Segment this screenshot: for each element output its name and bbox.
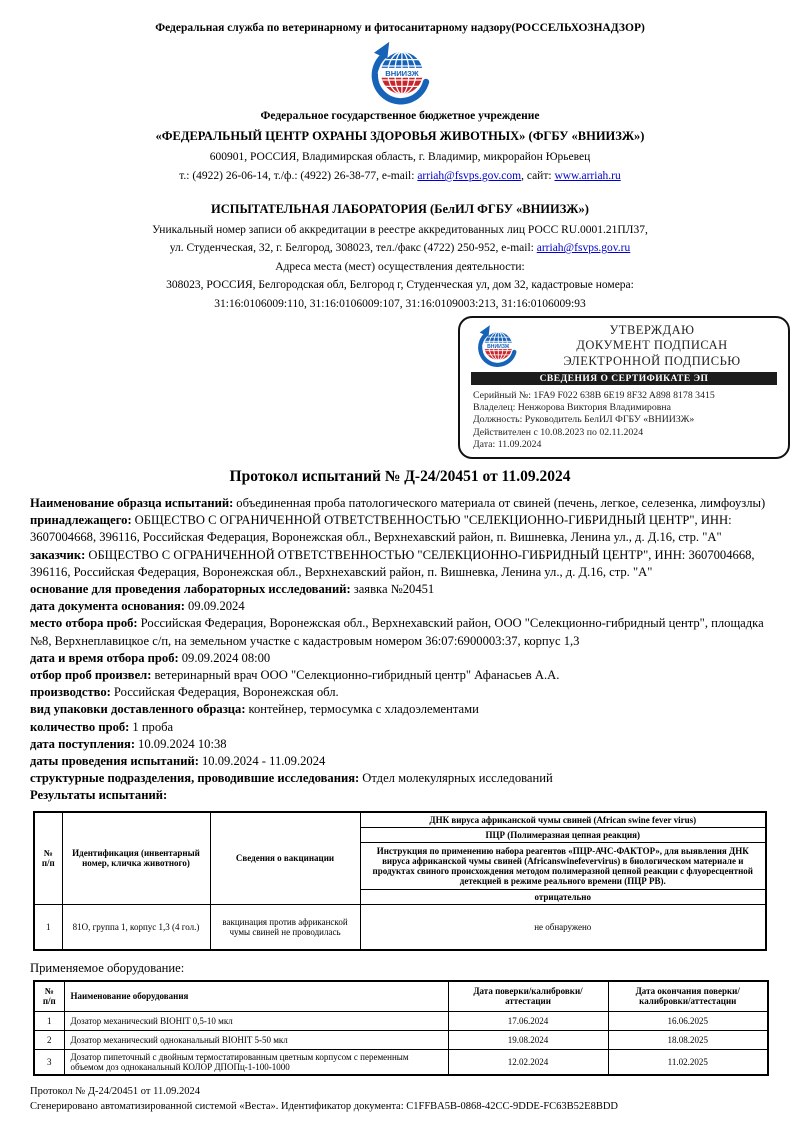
activity-address-line: 308023, РОССИЯ, Белгородская обл, Белгород г, Студенческая ул, дом 32, кадастровые номера: [166,279,634,291]
certificate-info-bar: СВЕДЕНИЯ О СЕРТИФИКАТЕ ЭП [471,372,777,385]
document-footer [0,1084,800,1114]
contact-prefix: т.: (4922) 26-06-14, т./ф.: (4922) 26-38-77, e-mail: [179,170,418,182]
field-receipt-date: дата поступления: 10.09.2024 10:38 [30,736,227,751]
certificate-serial: Серийный №: 1FA9 F022 638B 6E19 8F32 A898 8178 3415 [473,390,715,401]
equipment-heading: Применяемое оборудование: [30,961,185,976]
field-departments: структурные подразделения, проводившие исследования: Отдел молекулярных исследований [30,771,553,786]
field-sample-name: Наименование образца испытаний: объединенная проба патологического материала от свиней (печень, легкое, селезенка, лимфоузлы) [30,496,766,511]
lab-address-prefix: ул. Студенческая, 32, г. Белгород, 308023, тел./факс (4722) 250-952, e-mail: [169,242,537,254]
equipment-col-date-from: Дата поверки/калибровки/аттестации [448,981,608,1011]
field-sample-count: количество проб: 1 проба [30,719,174,734]
equipment-row: 3 Дозатор пипеточный с двойным термостатированным цветным корпусом с переменным объемом доз одноканальный КОЛОР ДПОПц-1-100-1000 12.02.2024 11.02.2025 [34,1049,768,1075]
field-owner: принадлежащего: ОБЩЕСТВО С ОГРАНИЧЕННОЙ ОТВЕТСТВЕННОСТЬЮ "СЕЛЕКЦИОННО-ГИБРИДНЫЙ ЦЕНТР", ИНН: 3607004668, 396116, Российская Федерация, Воронежская обл., Верхнехавский район, п. Вишневка, Ленина ул., д. Д.16, стр. "А" [30,513,732,545]
site-separator: , сайт: [521,170,555,182]
equipment-col-num: № п/п [34,981,64,1011]
field-sampler: отбор проб произвел: ветеринарный врач ООО "Селекционно-гибридный центр" Афанасьев А.А. [30,668,560,683]
federal-service-line: Федеральная служба по ветеринарному и фитосанитарному надзору(РОССЕЛЬХОЗНАДЗОР) [155,22,645,34]
certificate-date: Дата: 11.09.2024 [473,438,542,450]
stamp-globe-icon [469,324,525,368]
laboratory-accreditation-line: Уникальный номер записи об аккредитации в реестре аккредитованных лиц РОСС RU.0001.21ПЛ37, [152,223,648,236]
stamp-header [469,323,779,370]
vniizh-logo [356,40,444,106]
cadastral-numbers-line: 31:16:0106009:110, 31:16:0106009:107, 31:16:0109003:213, 31:16:0106009:93 [214,297,586,310]
equipment-col-name: Наименование оборудования [64,981,448,1011]
equipment-col-date-to: Дата окончания поверки/калибровки/аттестации [608,981,768,1011]
results-table [33,811,767,952]
field-production: производство: Российская Федерация, Воронежская обл. [30,685,339,700]
header-email-link[interactable]: arriah@fsvps.gov.com [417,170,522,182]
field-basis: основание для проведения лабораторных исследований: заявка №20451 [30,582,435,597]
laboratory-email-link[interactable]: arriah@fsvps.gov.ru [536,242,631,254]
results-norm-header: отрицательно [360,889,766,904]
stamp-signed-line1: ДОКУМЕНТ ПОДПИСАН [576,338,728,352]
field-test-dates: даты проведения испытаний: 10.09.2024 - 11.09.2024 [30,754,326,769]
result-row-num: 1 [34,904,62,950]
footer-generated-line: Сгенерировано автоматизированной системой «Веста». Идентификатор документа: C1FFBA5B-0868-42CC-9DDE-FC63B52E8BDD [30,1100,619,1112]
stamp-titles [525,323,779,370]
institution-contacts-line [0,170,800,182]
header-site-link[interactable]: www.arriah.ru [554,170,621,182]
field-basis-date: дата документа основания: 09.09.2024 [30,599,245,614]
field-sampling-place: место отбора проб: Российская Федерация, Воронежская обл., Верхнехавский район, ООО "Селекционно-гибридный центр", площадка №8, Верхнеплавицкое с/п, на земельном участке с кадастровым номером 36:07:6900003:37, корпус 1,3 [30,616,764,648]
stamp-signed-line2: ЭЛЕКТРОННОЙ ПОДПИСЬЮ [563,353,741,368]
field-packaging: вид упаковки доставленного образца: контейнер, термосумка с хладоэлементами [30,702,479,717]
field-sampling-datetime: дата и время отбора проб: 09.09.2024 08:00 [30,650,271,665]
results-col-num: № п/п [34,812,62,905]
result-row-identification: 81О, группа 1, корпус 1,3 (4 гол.) [62,904,210,950]
results-method-doc-header: Инструкция по применению набора реагентов «ПЦР-АЧС-ФАКТОР», для выявления ДНК вируса африканской чумы свиней (Africanswinefevervirus) в биологическом материале и продуктах свиного происхождения методом полимеразной цепной реакции с флуоресцентной детекцией в режиме реального времени (ПЦР РВ). [360,842,766,889]
activity-addresses-label: Адреса места (мест) осуществления деятельности: [275,260,525,273]
equipment-header-row [34,981,768,1011]
equipment-table [33,980,769,1076]
field-customer: заказчик: ОБЩЕСТВО С ОГРАНИЧЕННОЙ ОТВЕТСТВЕННОСТЬЮ "СЕЛЕКЦИОННО-ГИБРИДНЫЙ ЦЕНТР", ИНН: 3607004668, 396116, Российская Федерация, Воронежская обл., Верхнехавский район, п. Вишневка, Ленина ул., д. Д.16, стр. "А" [30,547,755,579]
results-data-row [34,904,766,950]
results-analyte-header: ДНК вируса африканской чумы свиней (African swine fever virus) [360,812,766,828]
footer-protocol-line: Протокол № Д-24/20451 от 11.09.2024 [30,1085,200,1097]
institution-address-line: 600901, РОССИЯ, Владимирская область, г. Владимир, микрорайон Юрьевец [209,151,591,163]
results-col-vaccination: Сведения о вакцинации [210,812,360,905]
certificate-position: Должность: Руководитель БелИЛ ФГБУ «ВНИИЗЖ» [473,414,695,426]
certificate-owner: Владелец: Ненжорова Виктория Владимировна [473,402,671,414]
signature-stamp-row [0,316,800,460]
result-row-vaccination: вакцинация против африканской чумы свиней не проводилась [210,904,360,950]
protocol-fields [0,495,800,805]
globe-icon [356,40,444,106]
certificate-validity: Действителен с 10.08.2023 по 02.11.2024 [473,426,644,438]
stamp-approve-line: УТВЕРЖДАЮ [609,322,695,337]
result-row-result: не обнаружено [360,904,766,950]
equipment-row: 1 Дозатор механический BIOHIT 0,5-10 мкл 17.06.2024 16.06.2025 [34,1011,768,1030]
results-heading: Результаты испытаний: [30,788,168,803]
institution-name-line: «ФЕДЕРАЛЬНЫЙ ЦЕНТР ОХРАНЫ ЗДОРОВЬЯ ЖИВОТНЫХ» (ФГБУ «ВНИИЗЖ») [155,129,645,143]
results-method-header: ПЦР (Полимеразная цепная реакция) [360,827,766,842]
results-col-identification: Идентификация (инвентарный номер, кличка животного) [62,812,210,905]
protocol-title: Протокол испытаний № Д-24/20451 от 11.09.2024 [229,468,571,486]
equipment-row: 2 Дозатор механический одноканальный BIOHIT 5-50 мкл 19.08.2024 18.08.2025 [34,1030,768,1049]
electronic-signature-stamp [458,316,790,460]
results-header-row-analyte [34,812,766,828]
laboratory-title: ИСПЫТАТЕЛЬНАЯ ЛАБОРАТОРИЯ (БелИЛ ФГБУ «ВНИИЗЖ») [211,202,589,216]
laboratory-address-line [0,242,800,254]
institution-type-line: Федеральное государственное бюджетное учреждение [260,110,540,122]
